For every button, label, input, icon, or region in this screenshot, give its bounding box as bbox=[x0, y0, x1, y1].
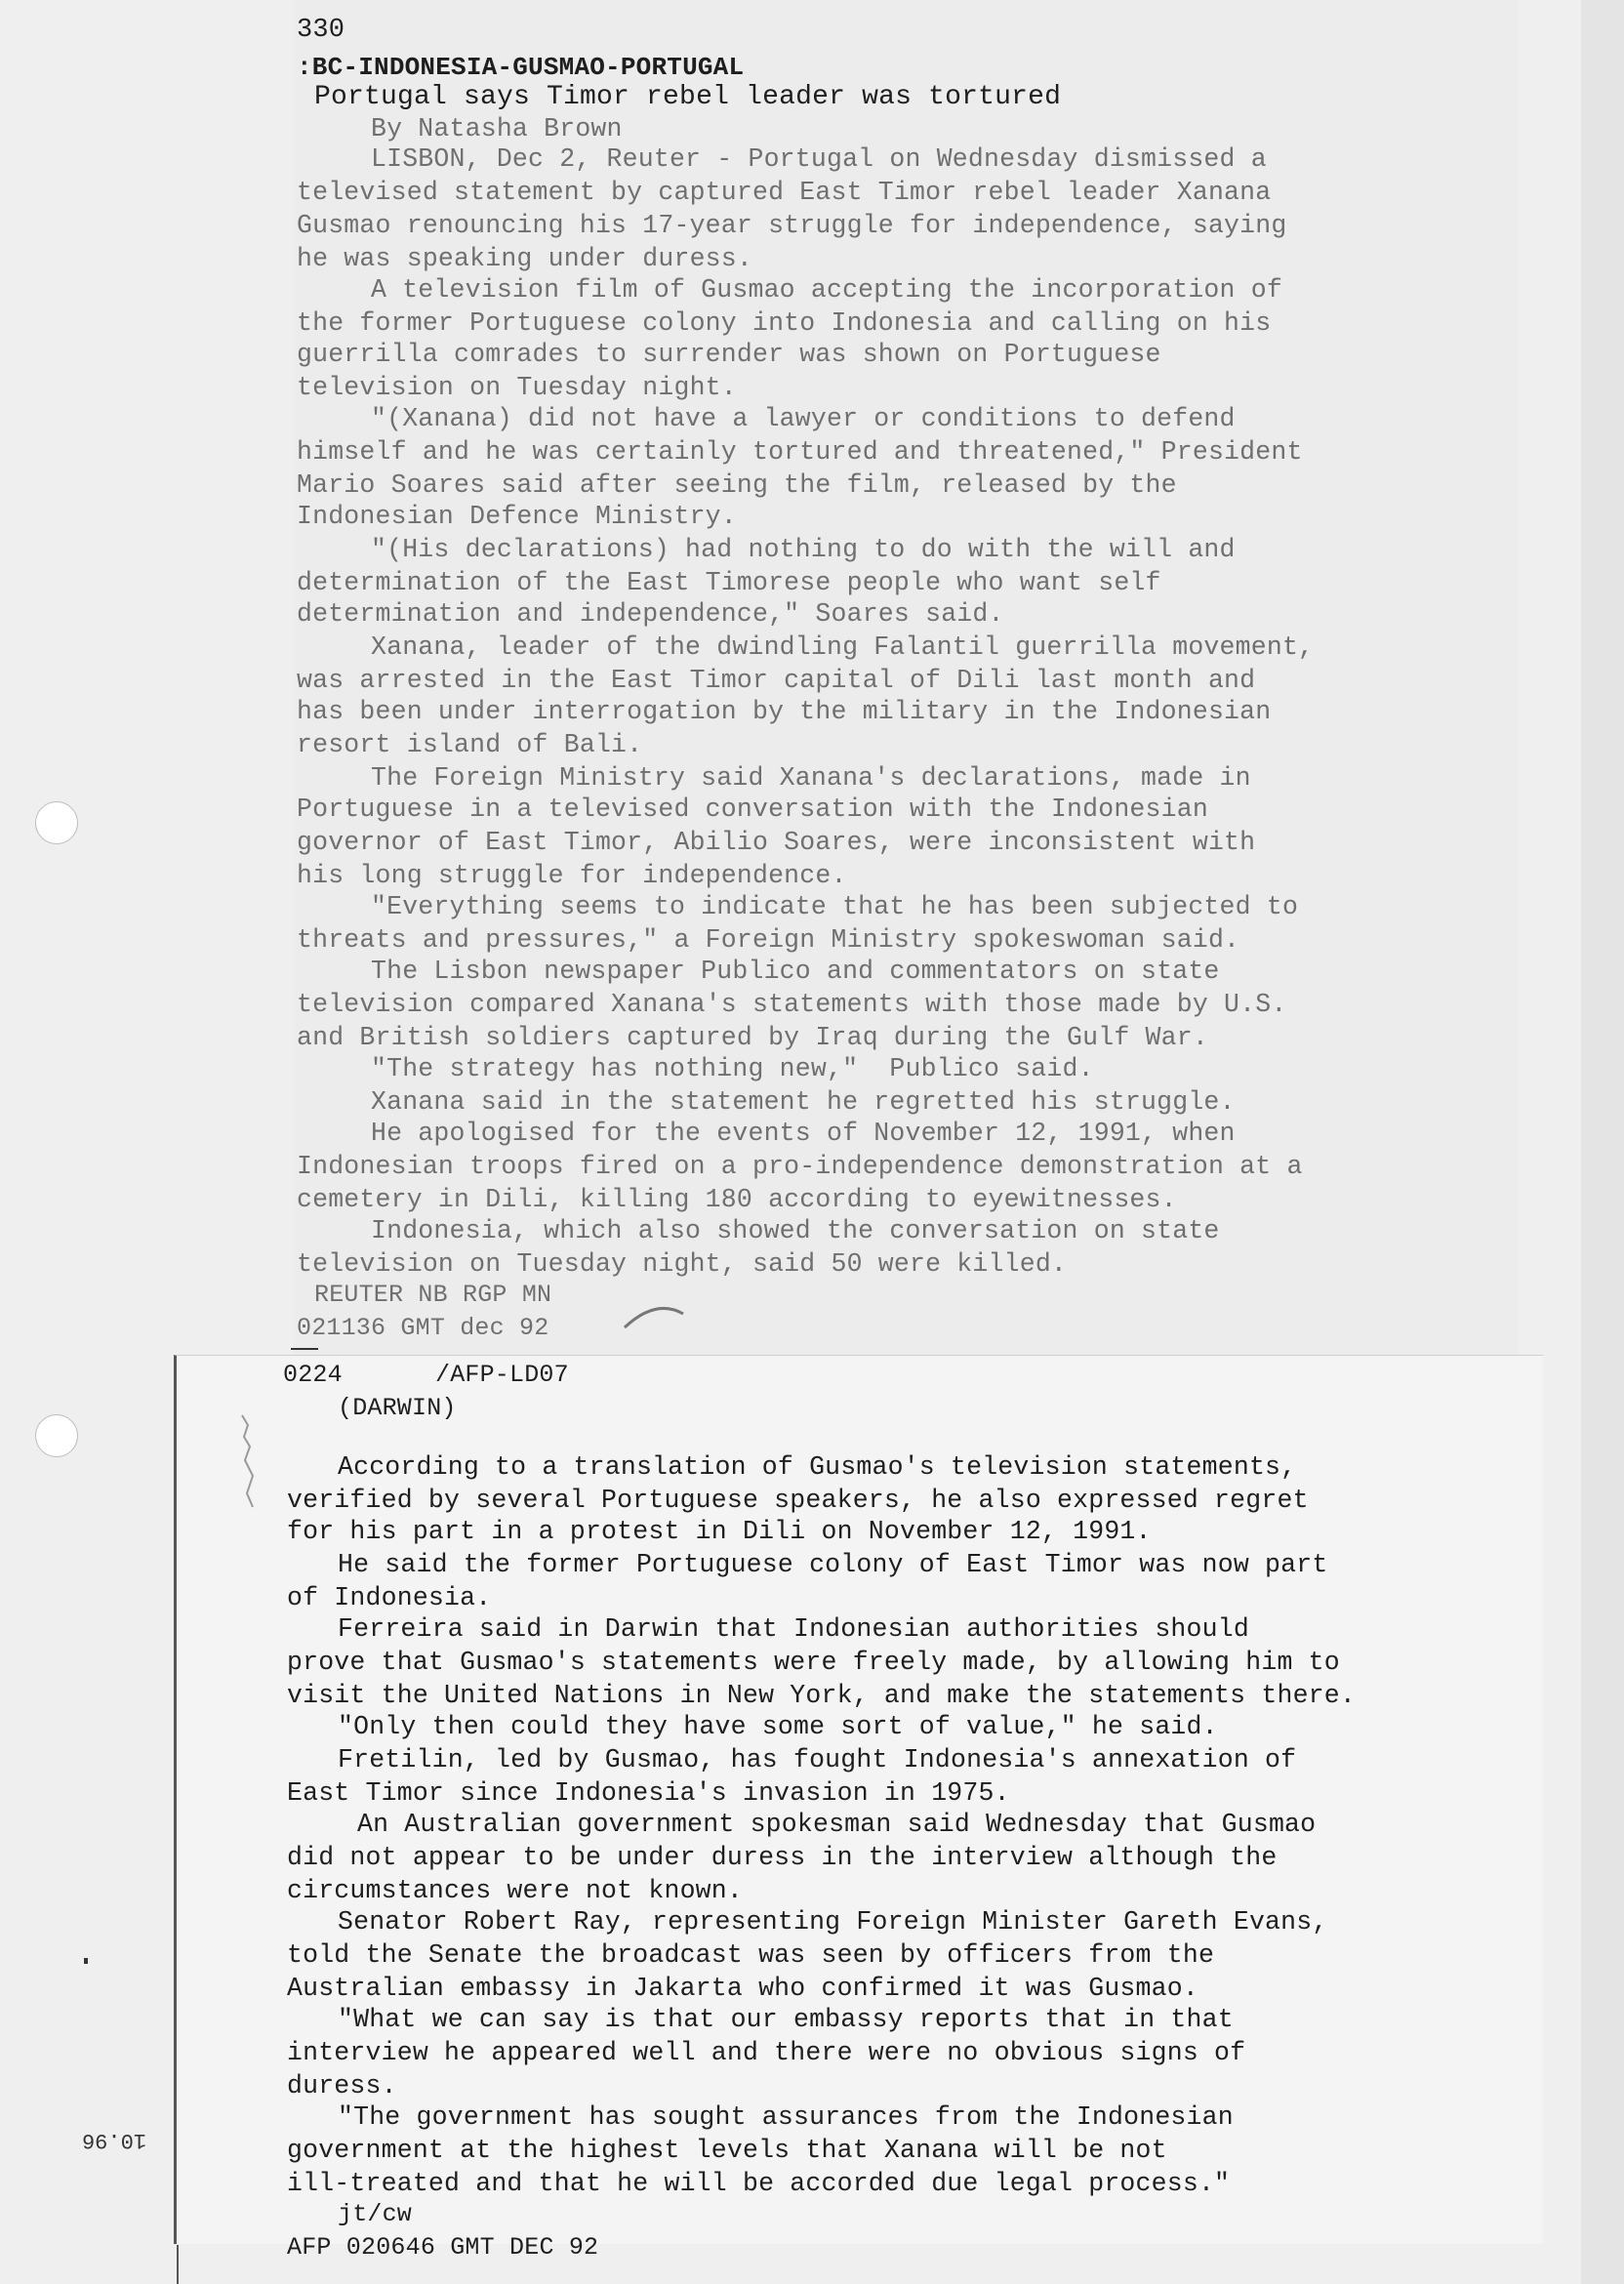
reuter-line: television on Tuesday night. bbox=[297, 373, 737, 402]
reuter-sign-off: REUTER NB RGP MN bbox=[314, 1281, 552, 1309]
reuter-line: and British soldiers captured by Iraq during the Gulf War. bbox=[297, 1023, 1208, 1052]
reuter-timestamp: 021136 GMT dec 92 bbox=[297, 1314, 549, 1342]
reuter-line: cemetery in Dili, killing 180 according to eyewitnesses. bbox=[297, 1185, 1177, 1214]
afp-dateline: (DARWIN) bbox=[338, 1394, 457, 1422]
page-number: 330 bbox=[297, 16, 345, 45]
afp-line: interview he appeared well and there were no obvious signs of bbox=[287, 2038, 1246, 2067]
afp-line: of Indonesia. bbox=[287, 1583, 492, 1612]
reuter-line: television on Tuesday night, said 50 were killed. bbox=[297, 1249, 1068, 1279]
reuter-line: governor of East Timor, Abilio Soares, were inconsistent with bbox=[297, 828, 1256, 857]
afp-line: According to a translation of Gusmao's television statements, bbox=[338, 1452, 1297, 1482]
reuter-line: "Everything seems to indicate that he has been subjected to bbox=[371, 892, 1299, 921]
reuter-line: Indonesian Defence Ministry. bbox=[297, 502, 737, 531]
afp-line: did not appear to be under duress in the interview although the bbox=[287, 1843, 1278, 1872]
reuter-line: "(His declarations) had nothing to do with the will and bbox=[371, 535, 1236, 564]
reuter-line: The Lisbon newspaper Publico and commentators on state bbox=[371, 957, 1220, 986]
story-slug: :BC-INDONESIA-GUSMAO-PORTUGAL bbox=[297, 53, 745, 82]
afp-code: 0224 bbox=[283, 1361, 343, 1389]
reuter-line: Indonesia, which also showed the conversation on state bbox=[371, 1216, 1220, 1245]
pen-scribble bbox=[625, 1308, 683, 1327]
afp-line: "What we can say is that our embassy reports that in that bbox=[338, 2005, 1234, 2034]
reuter-line: determination and independence," Soares said. bbox=[297, 599, 1004, 629]
reuter-line: A television film of Gusmao accepting the incorporation of bbox=[371, 275, 1282, 305]
reuter-line: guerrilla comrades to surrender was shown on Portuguese bbox=[297, 340, 1161, 369]
afp-line: Ferreira said in Darwin that Indonesian authorities should bbox=[338, 1614, 1249, 1644]
afp-line: ill-treated and that he will be accorded due legal process." bbox=[287, 2169, 1231, 2198]
reuter-line: Indonesian troops fired on a pro-independence demonstration at a bbox=[297, 1152, 1303, 1181]
reuter-line: Gusmao renouncing his 17-year struggle for independence, saying bbox=[297, 211, 1287, 240]
reuter-line: Xanana, leader of the dwindling Falantil guerrilla movement, bbox=[371, 632, 1315, 662]
reuter-line: resort island of Bali. bbox=[297, 730, 643, 759]
afp-agency-code: /AFP-LD07 bbox=[435, 1361, 569, 1389]
reuter-line: LISBON, Dec 2, Reuter - Portugal on Wednesday dismissed a bbox=[371, 144, 1267, 174]
reuter-line: "(Xanana) did not have a lawyer or conditions to defend bbox=[371, 404, 1236, 433]
afp-line: circumstances were not known. bbox=[287, 1876, 743, 1905]
reuter-line: his long struggle for independence. bbox=[297, 861, 847, 890]
afp-line: duress. bbox=[287, 2071, 397, 2100]
reuter-line: The Foreign Ministry said Xanana's declarations, made in bbox=[371, 763, 1251, 793]
reuter-line: "The strategy has nothing new," Publico said. bbox=[371, 1054, 1094, 1083]
reuter-line: televised statement by captured East Timor rebel leader Xanana bbox=[297, 178, 1272, 207]
afp-line: Australian embassy in Jakarta who confirmed it was Gusmao. bbox=[287, 1974, 1198, 2003]
reuter-line: he was speaking under duress. bbox=[297, 244, 752, 273]
afp-line: visit the United Nations in New York, and make the statements there. bbox=[287, 1681, 1356, 1710]
afp-line: East Timor since Indonesia's invasion in 1975. bbox=[287, 1778, 1010, 1808]
torn-edge bbox=[242, 1415, 253, 1507]
afp-timestamp: AFP 020646 GMT DEC 92 bbox=[287, 2233, 599, 2262]
reuter-line: Xanana said in the statement he regretted his struggle. bbox=[371, 1087, 1236, 1117]
afp-line: verified by several Portuguese speakers, he also expressed regret bbox=[287, 1486, 1309, 1515]
reuter-line: Mario Soares said after seeing the film, released by the bbox=[297, 470, 1177, 500]
reuter-line: threats and pressures," a Foreign Ministry spokeswoman said. bbox=[297, 925, 1240, 955]
afp-line: Senator Robert Ray, representing Foreign Minister Gareth Evans, bbox=[338, 1907, 1328, 1937]
ink-dot bbox=[84, 1958, 88, 1964]
reuter-line: television compared Xanana's statements with those made by U.S. bbox=[297, 990, 1287, 1019]
afp-line: He said the former Portuguese colony of East Timor was now part bbox=[338, 1550, 1328, 1579]
reuter-line: determination of the East Timorese people who want self bbox=[297, 568, 1161, 597]
reuter-line: He apologised for the events of November 12, 1991, when bbox=[371, 1119, 1236, 1148]
reuter-line: was arrested in the East Timor capital of Dili last month and bbox=[297, 666, 1256, 695]
reuter-line: has been under interrogation by the military in the Indonesian bbox=[297, 697, 1272, 726]
reuter-line: Portuguese in a televised conversation with the Indonesian bbox=[297, 795, 1208, 824]
afp-line: government at the highest levels that Xanana will be not bbox=[287, 2136, 1167, 2165]
afp-line: An Australian government spokesman said Wednesday that Gusmao bbox=[357, 1810, 1317, 1839]
byline: By Natasha Brown bbox=[371, 114, 623, 143]
reuter-line: himself and he was certainly tortured and threatened," President bbox=[297, 437, 1303, 467]
afp-line: told the Senate the broadcast was seen by officers from the bbox=[287, 1940, 1215, 1970]
afp-line: for his part in a protest in Dili on November 12, 1991. bbox=[287, 1517, 1152, 1546]
reuter-line: the former Portuguese colony into Indonesia and calling on his bbox=[297, 308, 1272, 338]
margin-note: 10.96 bbox=[82, 2128, 147, 2152]
afp-line: "The government has sought assurances from the Indonesian bbox=[338, 2102, 1234, 2132]
afp-line: Fretilin, led by Gusmao, has fought Indonesia's annexation of bbox=[338, 1745, 1297, 1774]
afp-initials: jt/cw bbox=[338, 2200, 413, 2228]
afp-line: "Only then could they have some sort of value," he said. bbox=[338, 1712, 1218, 1741]
afp-line: prove that Gusmao's statements were freely made, by allowing him to bbox=[287, 1648, 1340, 1677]
headline: Portugal says Timor rebel leader was tortured bbox=[314, 82, 1062, 112]
